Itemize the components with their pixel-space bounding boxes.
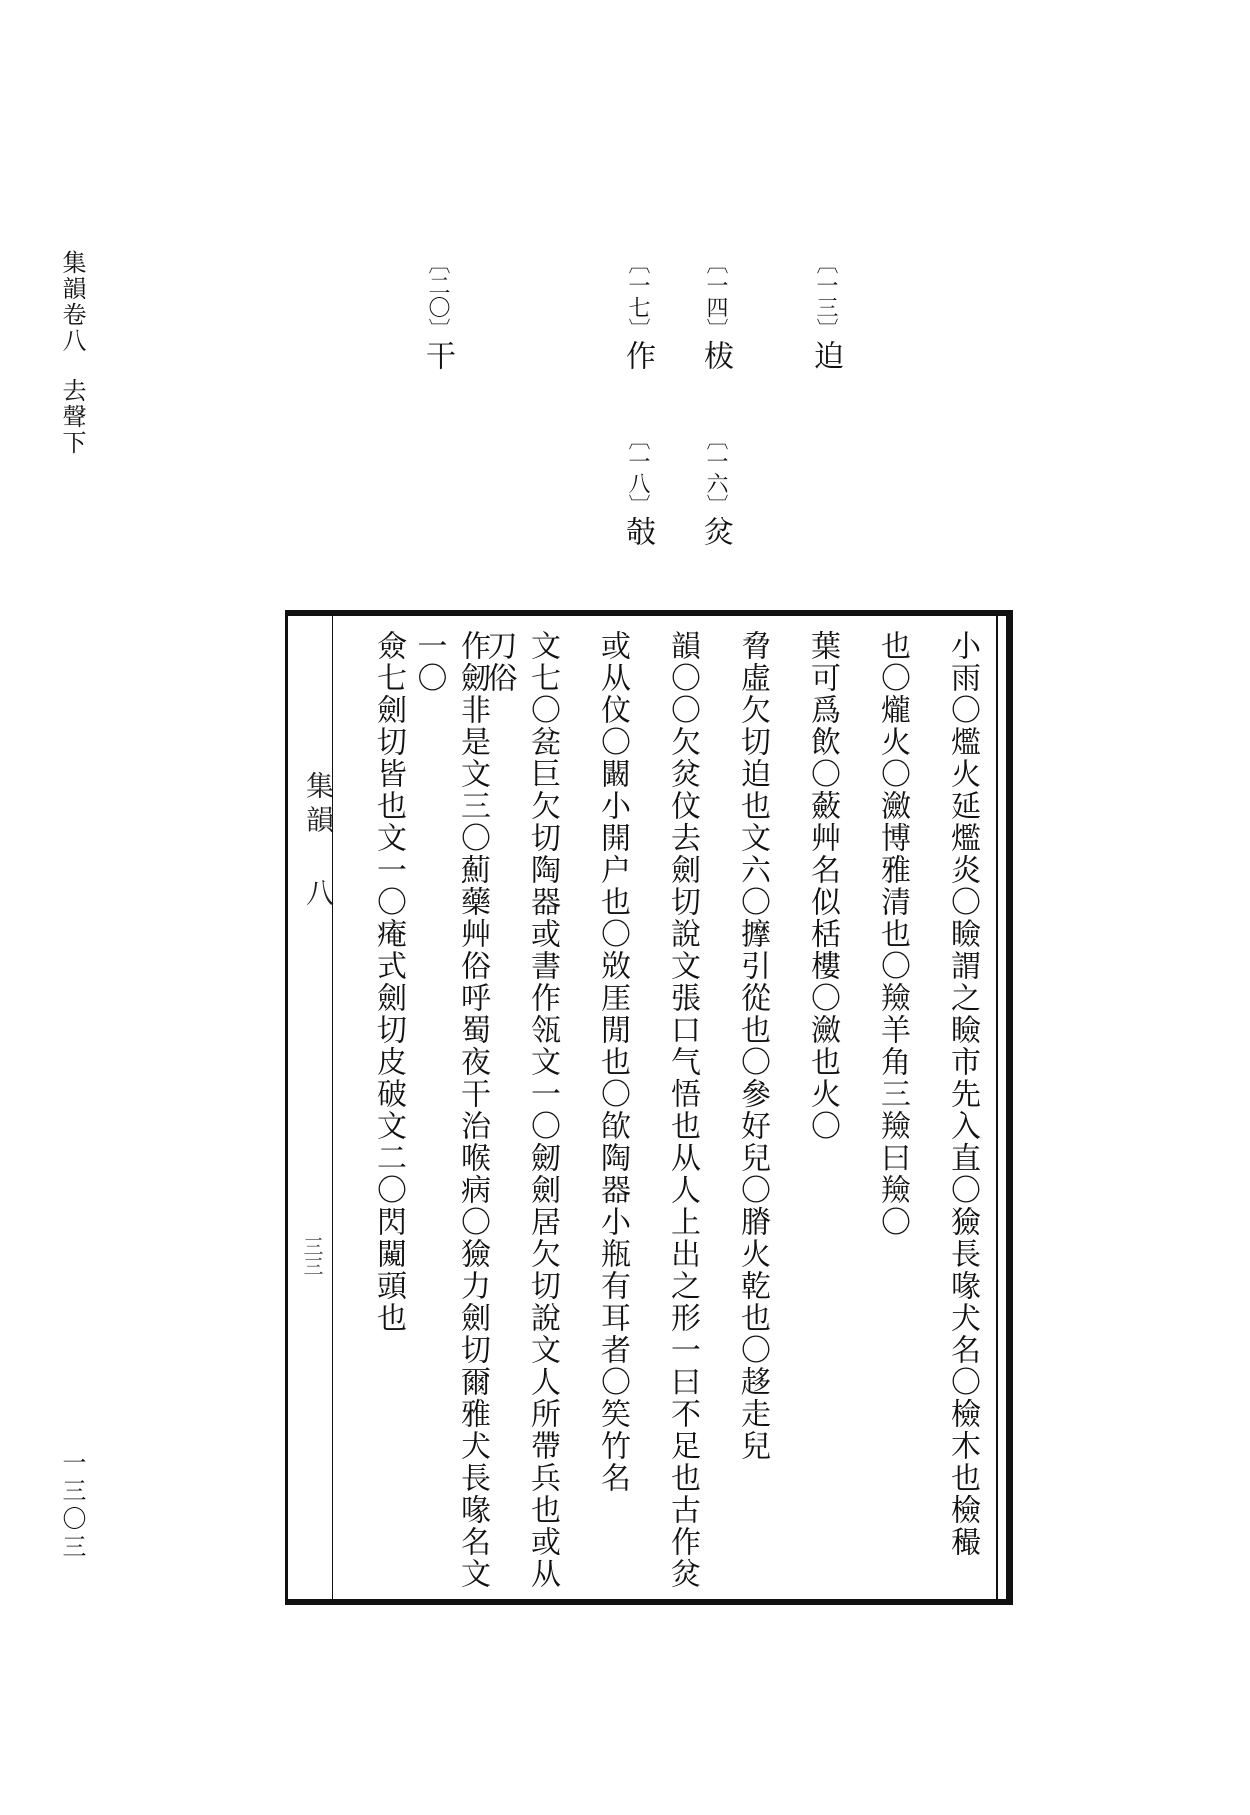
text-column-6: 或从伩〇闞小開户也〇敚厓閒也〇欿陶器小瓶有耳者〇笶竹名 [595,630,630,1494]
text-column-7: 文七〇瓫巨欠切陶器或書作瓴文一〇劒劍居欠切說文人所帶兵也或从刀俗 [481,630,560,1590]
text-column-4: 脅虛欠切迫也文六〇擵引從也〇參好兒〇膌火乾也〇趍走兒 [735,630,770,1462]
collation-note-17: 〔一七〕作 [620,252,655,376]
spine-title: 集韻 八 [302,771,335,912]
collation-note-14: 〔一四〕柭 [698,252,733,376]
spine-leaf-number: 三三 [300,1236,324,1276]
text-column-3: 葉可爲飲〇蘞艸名似栝樓〇瀲也火〇 [805,630,840,1142]
text-column-1: 小雨〇爁火延爁炎〇瞼謂之瞼市先入直〇獫長喙犬名〇檢木也檢穝 [945,630,980,1558]
block-center-spine [296,616,333,1599]
text-column-9: 僉七劍切皆也文一〇痷式劍切皮破文二〇閃闚頭也 [371,630,406,1334]
text-column-8: 作劒非是文三〇薊藥艸俗呼蜀夜干治喉病〇獫力劍切爾雅犬長喙名文一〇 [411,630,490,1590]
running-head [60,250,84,456]
text-column-5: 韻〇〇欠炃伩去劍切說文張口气悟也从人上出之形一曰不足也古作炃 [665,630,700,1590]
section-title: 去聲下 [58,378,86,456]
book-title: 集韻卷八 [58,250,86,354]
collation-note-13: 〔一三〕迫 [808,252,843,376]
page-number: 一三〇三 [58,1450,86,1562]
woodblock-page-frame [285,610,1013,1605]
text-column-2: 也〇爖火〇瀲博雅清也〇羷羊角三羷曰羷〇 [875,630,910,1238]
frame-inner-rule [996,616,998,1599]
collation-note-20: 〔二〇〕干 [420,252,455,376]
collation-note-18: 〔一八〕攲 [620,428,655,552]
collation-note-16: 〔一六〕炃 [698,428,733,552]
